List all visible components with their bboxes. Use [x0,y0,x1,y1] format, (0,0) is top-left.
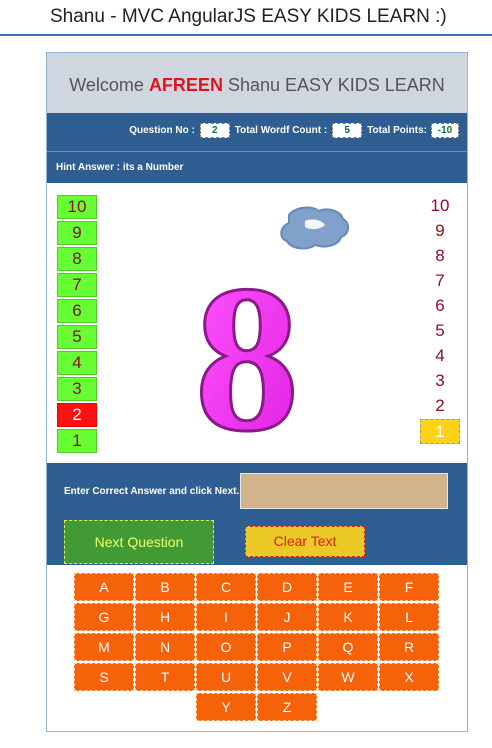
answer-area [47,463,467,565]
right-scale-number: 3 [435,371,445,390]
key-z[interactable]: Z [257,693,317,721]
right-scale-number: 10 [430,196,450,215]
key-m[interactable]: M [74,633,134,661]
key-n[interactable]: N [135,633,195,661]
word-count-label: Total Wordf Count : [234,125,328,136]
welcome-prefix: Welcome [69,75,144,95]
question-number-value: 2 [200,123,230,138]
right-scale-number: 4 [435,346,445,365]
right-scale-current: 1 [420,419,460,444]
key-l[interactable]: L [379,603,439,631]
right-scale-number: 6 [435,296,445,315]
clear-text-button[interactable]: Clear Text [245,526,365,557]
right-scale-number: 5 [435,321,445,340]
left-scale-cell: 5 [57,325,97,349]
key-g[interactable]: G [74,603,134,631]
key-j[interactable]: J [257,603,317,631]
left-scale-cell: 1 [57,429,97,453]
digit-glyph: 8 [194,243,300,443]
welcome-banner [47,53,467,113]
left-scale-cell: 3 [57,377,97,401]
answer-input[interactable] [240,473,448,509]
key-w[interactable]: W [318,663,378,691]
key-i[interactable]: I [196,603,256,631]
right-scale-number: 8 [435,246,445,265]
player-name: AFREEN [148,75,223,95]
left-scale-cell: 7 [57,273,97,297]
key-o[interactable]: O [196,633,256,661]
key-s[interactable]: S [74,663,134,691]
right-scale-number: 2 [435,396,445,415]
question-number-label: Question No : [129,125,195,136]
key-u[interactable]: U [196,663,256,691]
right-scale-number: 9 [435,221,445,240]
key-h[interactable]: H [135,603,195,631]
key-e[interactable]: E [318,573,378,601]
word-count-value: 5 [332,123,362,138]
key-f[interactable]: F [379,573,439,601]
key-k[interactable]: K [318,603,378,631]
key-x[interactable]: X [379,663,439,691]
welcome-suffix: Shanu EASY KIDS LEARN [227,75,445,95]
key-y[interactable]: Y [196,693,256,721]
left-scale-cell: 8 [57,247,97,271]
points-scale-left [57,195,97,455]
hint-text: Hint Answer : its a Number [56,162,184,173]
total-points-value: -10 [431,123,459,138]
game-panel [46,52,468,732]
left-scale-cell: 10 [57,195,97,219]
number-image [167,203,357,443]
hint-bar [47,151,467,183]
key-c[interactable]: C [196,573,256,601]
left-scale-cell: 4 [57,351,97,375]
key-t[interactable]: T [135,663,195,691]
key-v[interactable]: V [257,663,317,691]
right-scale-number: 7 [435,271,445,290]
stats-bar [47,113,467,151]
key-q[interactable]: Q [318,633,378,661]
left-scale-cell: 6 [57,299,97,323]
points-scale-right [418,194,462,444]
key-b[interactable]: B [135,573,195,601]
next-question-button[interactable]: Next Question [64,520,214,564]
answer-label: Enter Correct Answer and click Next. [64,486,240,497]
title-divider [0,34,492,36]
key-r[interactable]: R [379,633,439,661]
total-points-label: Total Points: [367,125,427,136]
left-scale-cell: 9 [57,221,97,245]
page-title: Shanu - MVC AngularJS EASY KIDS LEARN :) [50,6,447,27]
key-p[interactable]: P [257,633,317,661]
key-d[interactable]: D [257,573,317,601]
left-scale-cell-current: 2 [57,403,97,427]
key-a[interactable]: A [74,573,134,601]
